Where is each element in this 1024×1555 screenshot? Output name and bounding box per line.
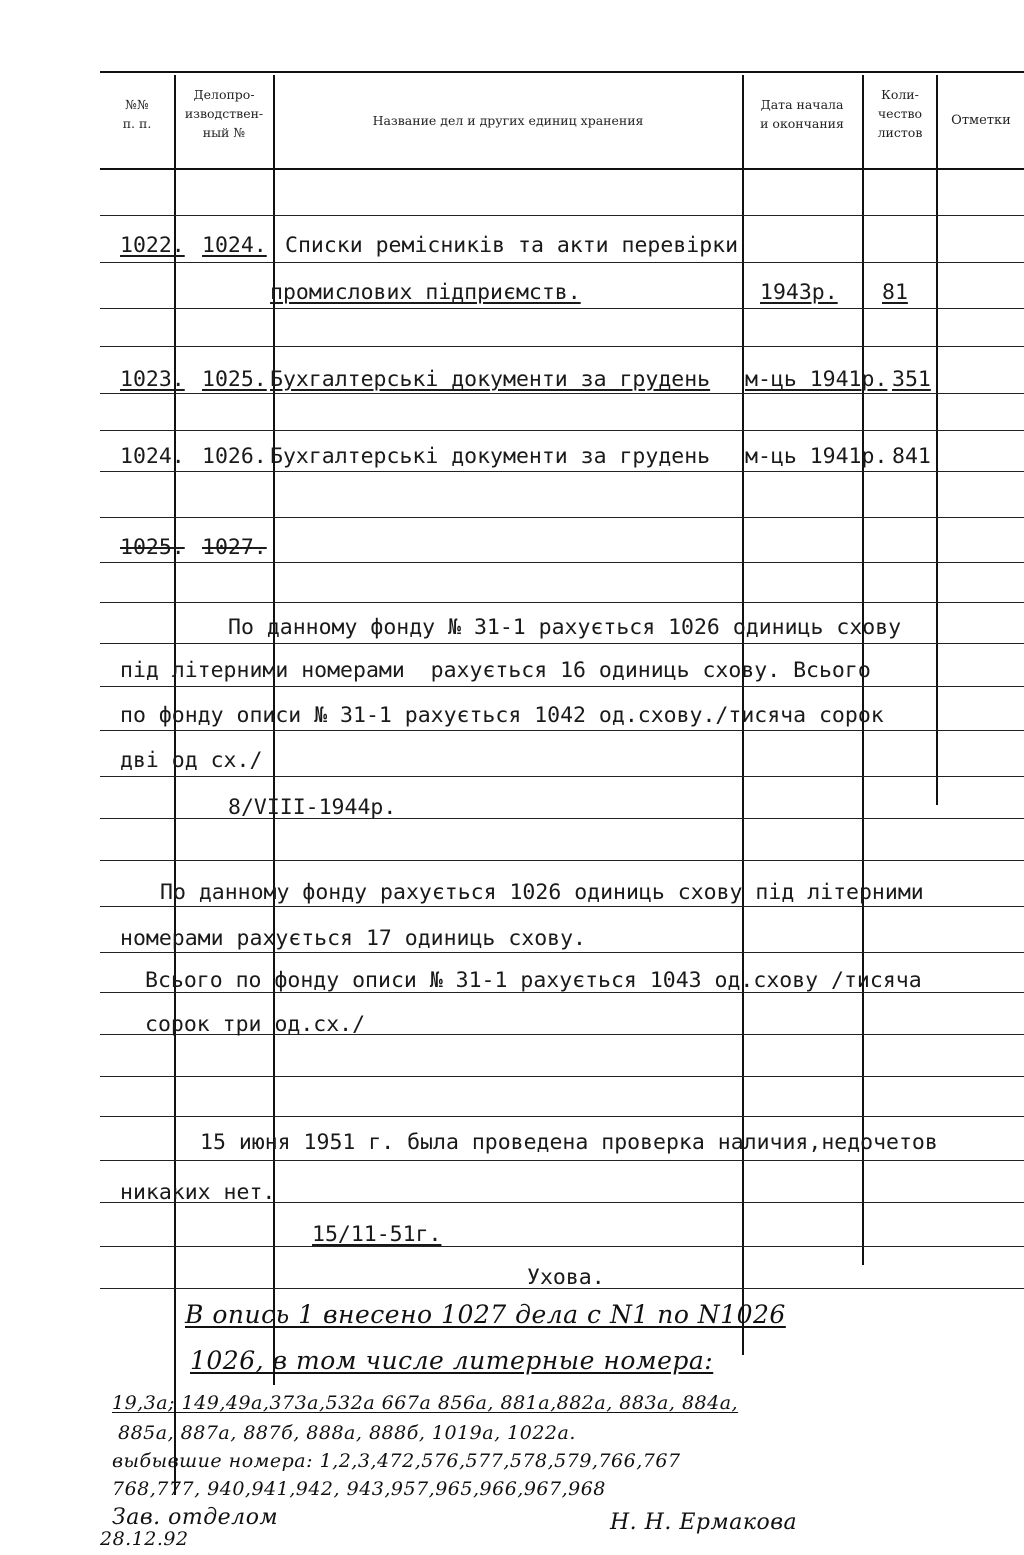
record-date: 1943р.	[760, 280, 838, 305]
record-office-num: 1024.	[202, 233, 267, 258]
record-num: 1024.	[120, 444, 185, 469]
header-office-num-col: Делопро- изводствен- ный №	[184, 87, 264, 140]
record-date: м-ць 1941р.	[745, 367, 888, 392]
inspection-date: 15/11-51г.	[312, 1222, 442, 1247]
header-notes-col: Отметки	[951, 113, 1011, 128]
record-title-continued: промислових підприємств.	[270, 280, 581, 305]
header-sheets-col: Коли- чество листов	[877, 87, 923, 140]
header-title-col: Название дел и других единиц хранения	[372, 113, 644, 128]
handwritten-line: 19,3а; 149,49а,373а,532а 667а 856а, 881а,882а, 883а, 884а,	[112, 1392, 739, 1414]
handwritten-line: 1026, в том числе литерные номера:	[190, 1346, 714, 1375]
table-top-border	[100, 71, 1024, 73]
handwritten-line: 885а, 887а, 887б, 888а, 888б, 1019а, 1022а.	[118, 1422, 576, 1444]
summary-line: Всього по фонду описи № 31-1 рахується 1043 од.схову /тисяча	[145, 968, 922, 993]
column-divider-5	[936, 75, 938, 805]
handwritten-line: 768,777, 940,941,942, 943,957,965,966,967,968	[112, 1478, 606, 1500]
summary-line: дві од сх./	[120, 748, 263, 773]
summary-line: під літерними номерами рахується 16 одиниць схову. Всього	[120, 658, 871, 683]
handwritten-line: В опись 1 внесено 1027 дела с N1 по N1026	[185, 1300, 786, 1329]
header-num-col: №№ п. п.	[122, 97, 152, 131]
inspection-signature: Ухова.	[527, 1265, 605, 1290]
summary-line: по фонду описи № 31-1 рахується 1042 од.схову./тисяча сорок	[120, 703, 884, 728]
handwritten-signature: Н. Н. Ермакова	[610, 1510, 798, 1535]
record-title: Бухгалтерські документи за грудень	[270, 444, 711, 469]
inspection-line: 15 июня 1951 г. была проведена проверка наличия,недочетов	[200, 1130, 938, 1155]
record-num: 1023.	[120, 367, 185, 392]
header-dates-col: Дата начала и окончания	[760, 97, 844, 131]
record-office-num: 1027.	[202, 535, 267, 560]
record-sheets: 841	[892, 444, 931, 469]
record-office-num: 1026.	[202, 444, 267, 469]
table-header-border	[100, 168, 1024, 170]
inspection-line: никаких нет.	[120, 1180, 276, 1205]
column-divider-1	[174, 75, 176, 1495]
handwritten-line: выбывшие номера: 1,2,3,472,576,577,578,579,766,767	[112, 1450, 681, 1472]
record-sheets: 81	[882, 280, 908, 305]
record-office-num: 1025.	[202, 367, 267, 392]
summary-line: По данному фонду рахується 1026 одиниць схову під літерними	[160, 880, 924, 905]
summary-line: По данному фонду № 31-1 рахується 1026 одиниць схову	[228, 615, 902, 640]
record-date: м-ць 1941р.	[745, 444, 888, 469]
record-sheets: 351	[892, 367, 931, 392]
handwritten-position: Зав. отделом	[112, 1505, 279, 1530]
handwritten-date: 28.12.92	[100, 1528, 189, 1550]
record-num: 1025.	[120, 535, 185, 560]
record-title: Списки ремісників та акти перевірки	[285, 233, 739, 258]
summary-line: сорок три од.сх./	[145, 1012, 366, 1037]
summary-line: номерами рахується 17 одиниць схову.	[120, 926, 586, 951]
summary-date: 8/VIII-1944р.	[228, 795, 397, 820]
record-num: 1022.	[120, 233, 185, 258]
record-title: Бухгалтерські документи за грудень	[270, 367, 711, 392]
